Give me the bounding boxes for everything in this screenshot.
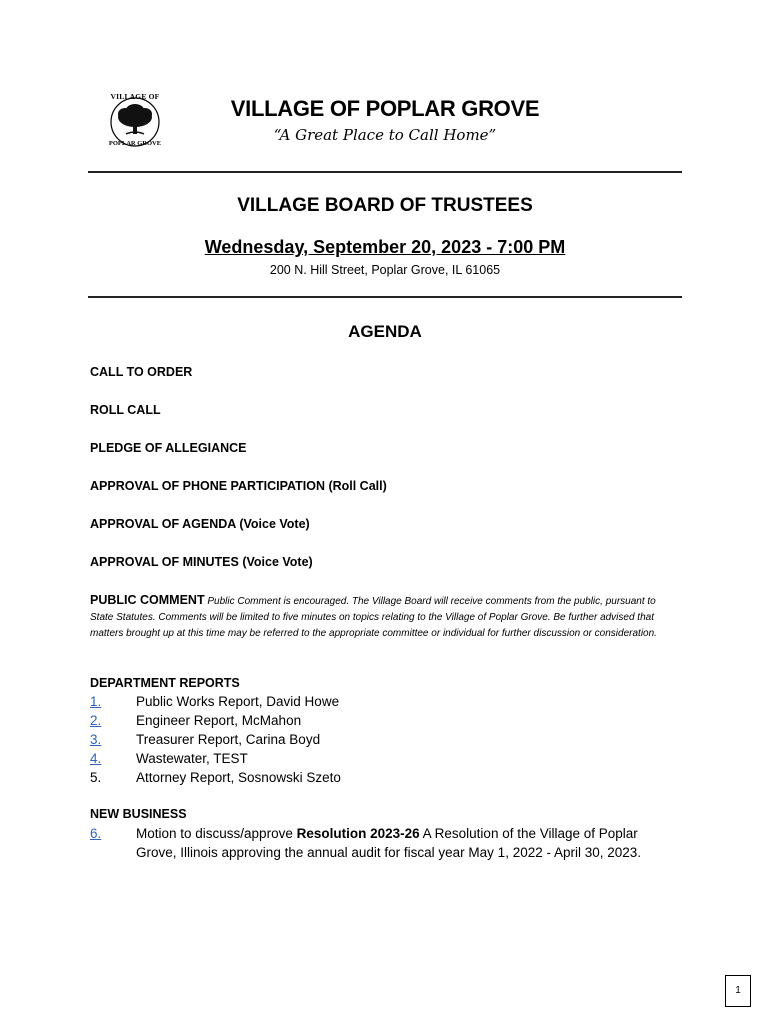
department-reports-list [90, 692, 680, 787]
list-number-link[interactable]: 3. [90, 732, 102, 747]
logo-bottom-text: POPLAR GROVE [108, 140, 162, 147]
meeting-date: Wednesday, September 20, 2023 - 7:00 PM [204, 237, 566, 257]
board-heading: VILLAGE BOARD OF TRUSTEES [237, 195, 533, 216]
page-number: 1 [725, 975, 751, 1007]
list-number-link[interactable]: 1. [90, 694, 102, 709]
list-number-link[interactable]: 4. [90, 751, 102, 766]
page-title: VILLAGE OF POPLAR GROVE [230, 96, 540, 121]
public-comment [90, 592, 680, 642]
divider-bottom [88, 296, 682, 298]
resolution-number: Resolution 2023-26 [296, 826, 420, 841]
list-number-link[interactable]: 2. [90, 713, 102, 728]
list-item-text: Treasurer Report, Carina Boyd [136, 732, 321, 747]
list-item [90, 711, 680, 730]
agenda-item-pledge: PLEDGE OF ALLEGIANCE [90, 441, 247, 455]
public-comment-text: Public Comment is encouraged. The Village Board will receive comments from the public, pursuant to State Statutes. Comments will be limited to five minutes on topics relating to the Village of Poplar Grove. Be further advised that matters brought up at this time may be referred to the appropriate committee or individual for further discussion or consideration. [90, 596, 657, 639]
list-item-text: Engineer Report, McMahon [136, 713, 302, 728]
list-item [90, 730, 680, 749]
motion-text [136, 824, 680, 862]
logo-top-text: VILLAGE OF [110, 92, 160, 101]
meeting-address: 200 N. Hill Street, Poplar Grove, IL 61065 [269, 263, 501, 277]
public-comment-label: PUBLIC COMMENT [90, 593, 205, 607]
agenda-item-call-to-order: CALL TO ORDER [90, 365, 193, 379]
agenda-heading: AGENDA [348, 322, 422, 341]
list-item [90, 749, 680, 768]
list-number-link[interactable]: 6. [90, 826, 102, 841]
new-business-heading: NEW BUSINESS [90, 807, 187, 821]
agenda-item-phone-participation: APPROVAL OF PHONE PARTICIPATION (Roll Call) [90, 479, 387, 493]
list-item [90, 768, 680, 787]
new-business-item [90, 824, 680, 862]
agenda-item-approval-agenda: APPROVAL OF AGENDA (Voice Vote) [90, 517, 310, 531]
motion-text-start: Motion to discuss/approve [136, 826, 297, 841]
department-reports-heading: DEPARTMENT REPORTS [90, 676, 240, 690]
list-item [90, 692, 680, 711]
motion-text-end: A Resolution of the Village of Poplar Grove, Illinois approving the annual audit for fiscal year May 1, 2022 - April 30, 2023. [136, 826, 642, 860]
divider-top [88, 171, 682, 173]
list-item-text: Attorney Report, Sosnowski Szeto [136, 770, 341, 785]
agenda-item-approval-minutes: APPROVAL OF MINUTES (Voice Vote) [90, 555, 313, 569]
list-item-text: Public Works Report, David Howe [136, 694, 340, 709]
list-item-text: Wastewater, TEST [136, 751, 248, 766]
list-number: 5. [90, 770, 102, 785]
tagline: “A Great Place to Call Home” [273, 126, 497, 144]
agenda-item-roll-call: ROLL CALL [90, 403, 161, 417]
